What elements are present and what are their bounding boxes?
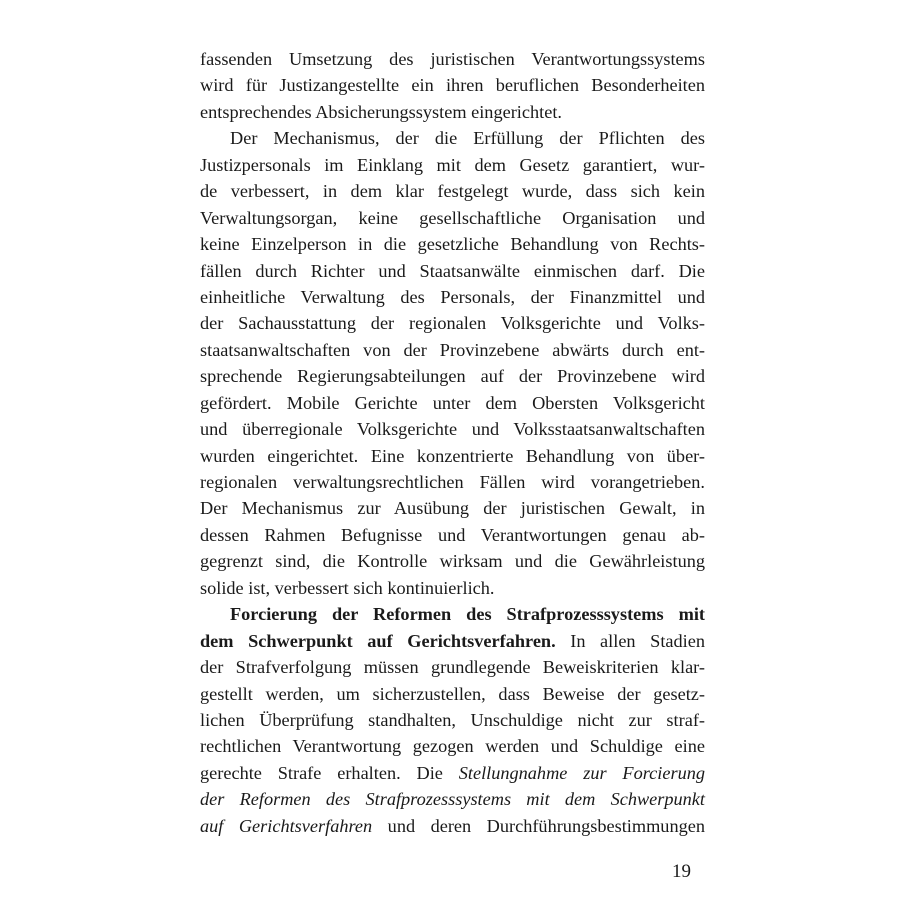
section-heading-part: Forcierung der Reformen des Strafprozesssystems mit: [230, 604, 705, 625]
text-line: wurden eingerichtet. Eine konzentrierte Behandlung von über-: [200, 445, 705, 466]
text-line: [200, 601, 705, 627]
section-heading-part: dem Schwerpunkt auf Gerichtsverfahren.: [200, 630, 556, 651]
text-line: der Sachausstattung der regionalen Volksgerichte und Volks-: [200, 313, 705, 334]
text-line: fällen durch Richter und Staatsanwälte einmischen darf. Die: [200, 260, 705, 281]
text-line: gefördert. Mobile Gerichte unter dem Obersten Volksgericht: [200, 392, 705, 413]
document-title-italic: auf Gerichtsverfahren: [200, 815, 373, 836]
text-line: Der Mechanismus, der die Erfüllung der Pflichten des: [230, 128, 705, 149]
text-line: einheitliche Verwaltung des Personals, der Finanzmittel und: [200, 286, 705, 307]
paragraph-3: [200, 601, 705, 839]
text-segment: In allen Stadien: [555, 630, 705, 651]
text-line: lichen Überprüfung standhalten, Unschuldige nicht zur straf-: [200, 709, 705, 730]
text-line: gestellt werden, um sicherzustellen, dass Beweise der gesetz-: [200, 683, 705, 704]
text-line: entsprechendes Absicherungssystem eingerichtet.: [200, 101, 562, 122]
text-line: der Strafverfolgung müssen grundlegende Beweiskriterien klar-: [200, 657, 705, 678]
text-line: regionalen verwaltungsrechtlichen Fällen wird vorangetrieben.: [200, 472, 705, 492]
page-number: 19: [672, 861, 691, 882]
text-line: dessen Rahmen Befugnisse und Verantwortungen genau ab-: [200, 524, 705, 545]
paragraph-2: [200, 125, 705, 601]
text-line: solide ist, verbessert sich kontinuierlich.: [200, 577, 495, 598]
text-segment: gerechte Strafe erhalten. Die: [200, 762, 459, 783]
text-line: sprechende Regierungsabteilungen auf der Provinzebene wird: [200, 366, 705, 387]
text-line: [200, 813, 705, 839]
document-title-italic: Stellungnahme zur Forcierung: [458, 762, 706, 783]
text-line: Justizpersonals im Einklang mit dem Gesetz garantiert, wur-: [200, 154, 705, 175]
text-line: [200, 760, 705, 786]
document-title-italic: der Reformen des Strafprozesssystems mit dem Schwerpunkt: [200, 789, 705, 810]
text-line: rechtlichen Verantwortung gezogen werden und Schuldige eine: [200, 736, 705, 757]
page-body: [200, 46, 705, 839]
text-line: wird für Justizangestellte ein ihren beruflichen Besonderheiten: [200, 75, 705, 96]
text-line: [200, 786, 705, 812]
text-line: und überregionale Volksgerichte und Volksstaatsanwaltschaften: [200, 419, 705, 440]
text-line: keine Einzelperson in die gesetzliche Behandlung von Rechts-: [200, 234, 705, 255]
text-line: Der Mechanismus zur Ausübung der juristischen Gewalt, in: [200, 498, 705, 519]
text-line: Verwaltungsorgan, keine gesellschaftliche Organisation und: [200, 207, 705, 228]
text-line: staatsanwaltschaften von der Provinzebene abwärts durch ent-: [200, 339, 705, 360]
text-line: [200, 628, 705, 654]
text-segment: und deren Durchführungsbestimmungen: [372, 815, 705, 836]
paragraph-1: [200, 46, 705, 125]
text-line: fassenden Umsetzung des juristischen Verantwortungssystems: [200, 49, 705, 69]
text-line: de verbessert, in dem klar festgelegt wurde, dass sich kein: [200, 181, 705, 202]
text-line: gegrenzt sind, die Kontrolle wirksam und die Gewährleistung: [200, 551, 705, 572]
